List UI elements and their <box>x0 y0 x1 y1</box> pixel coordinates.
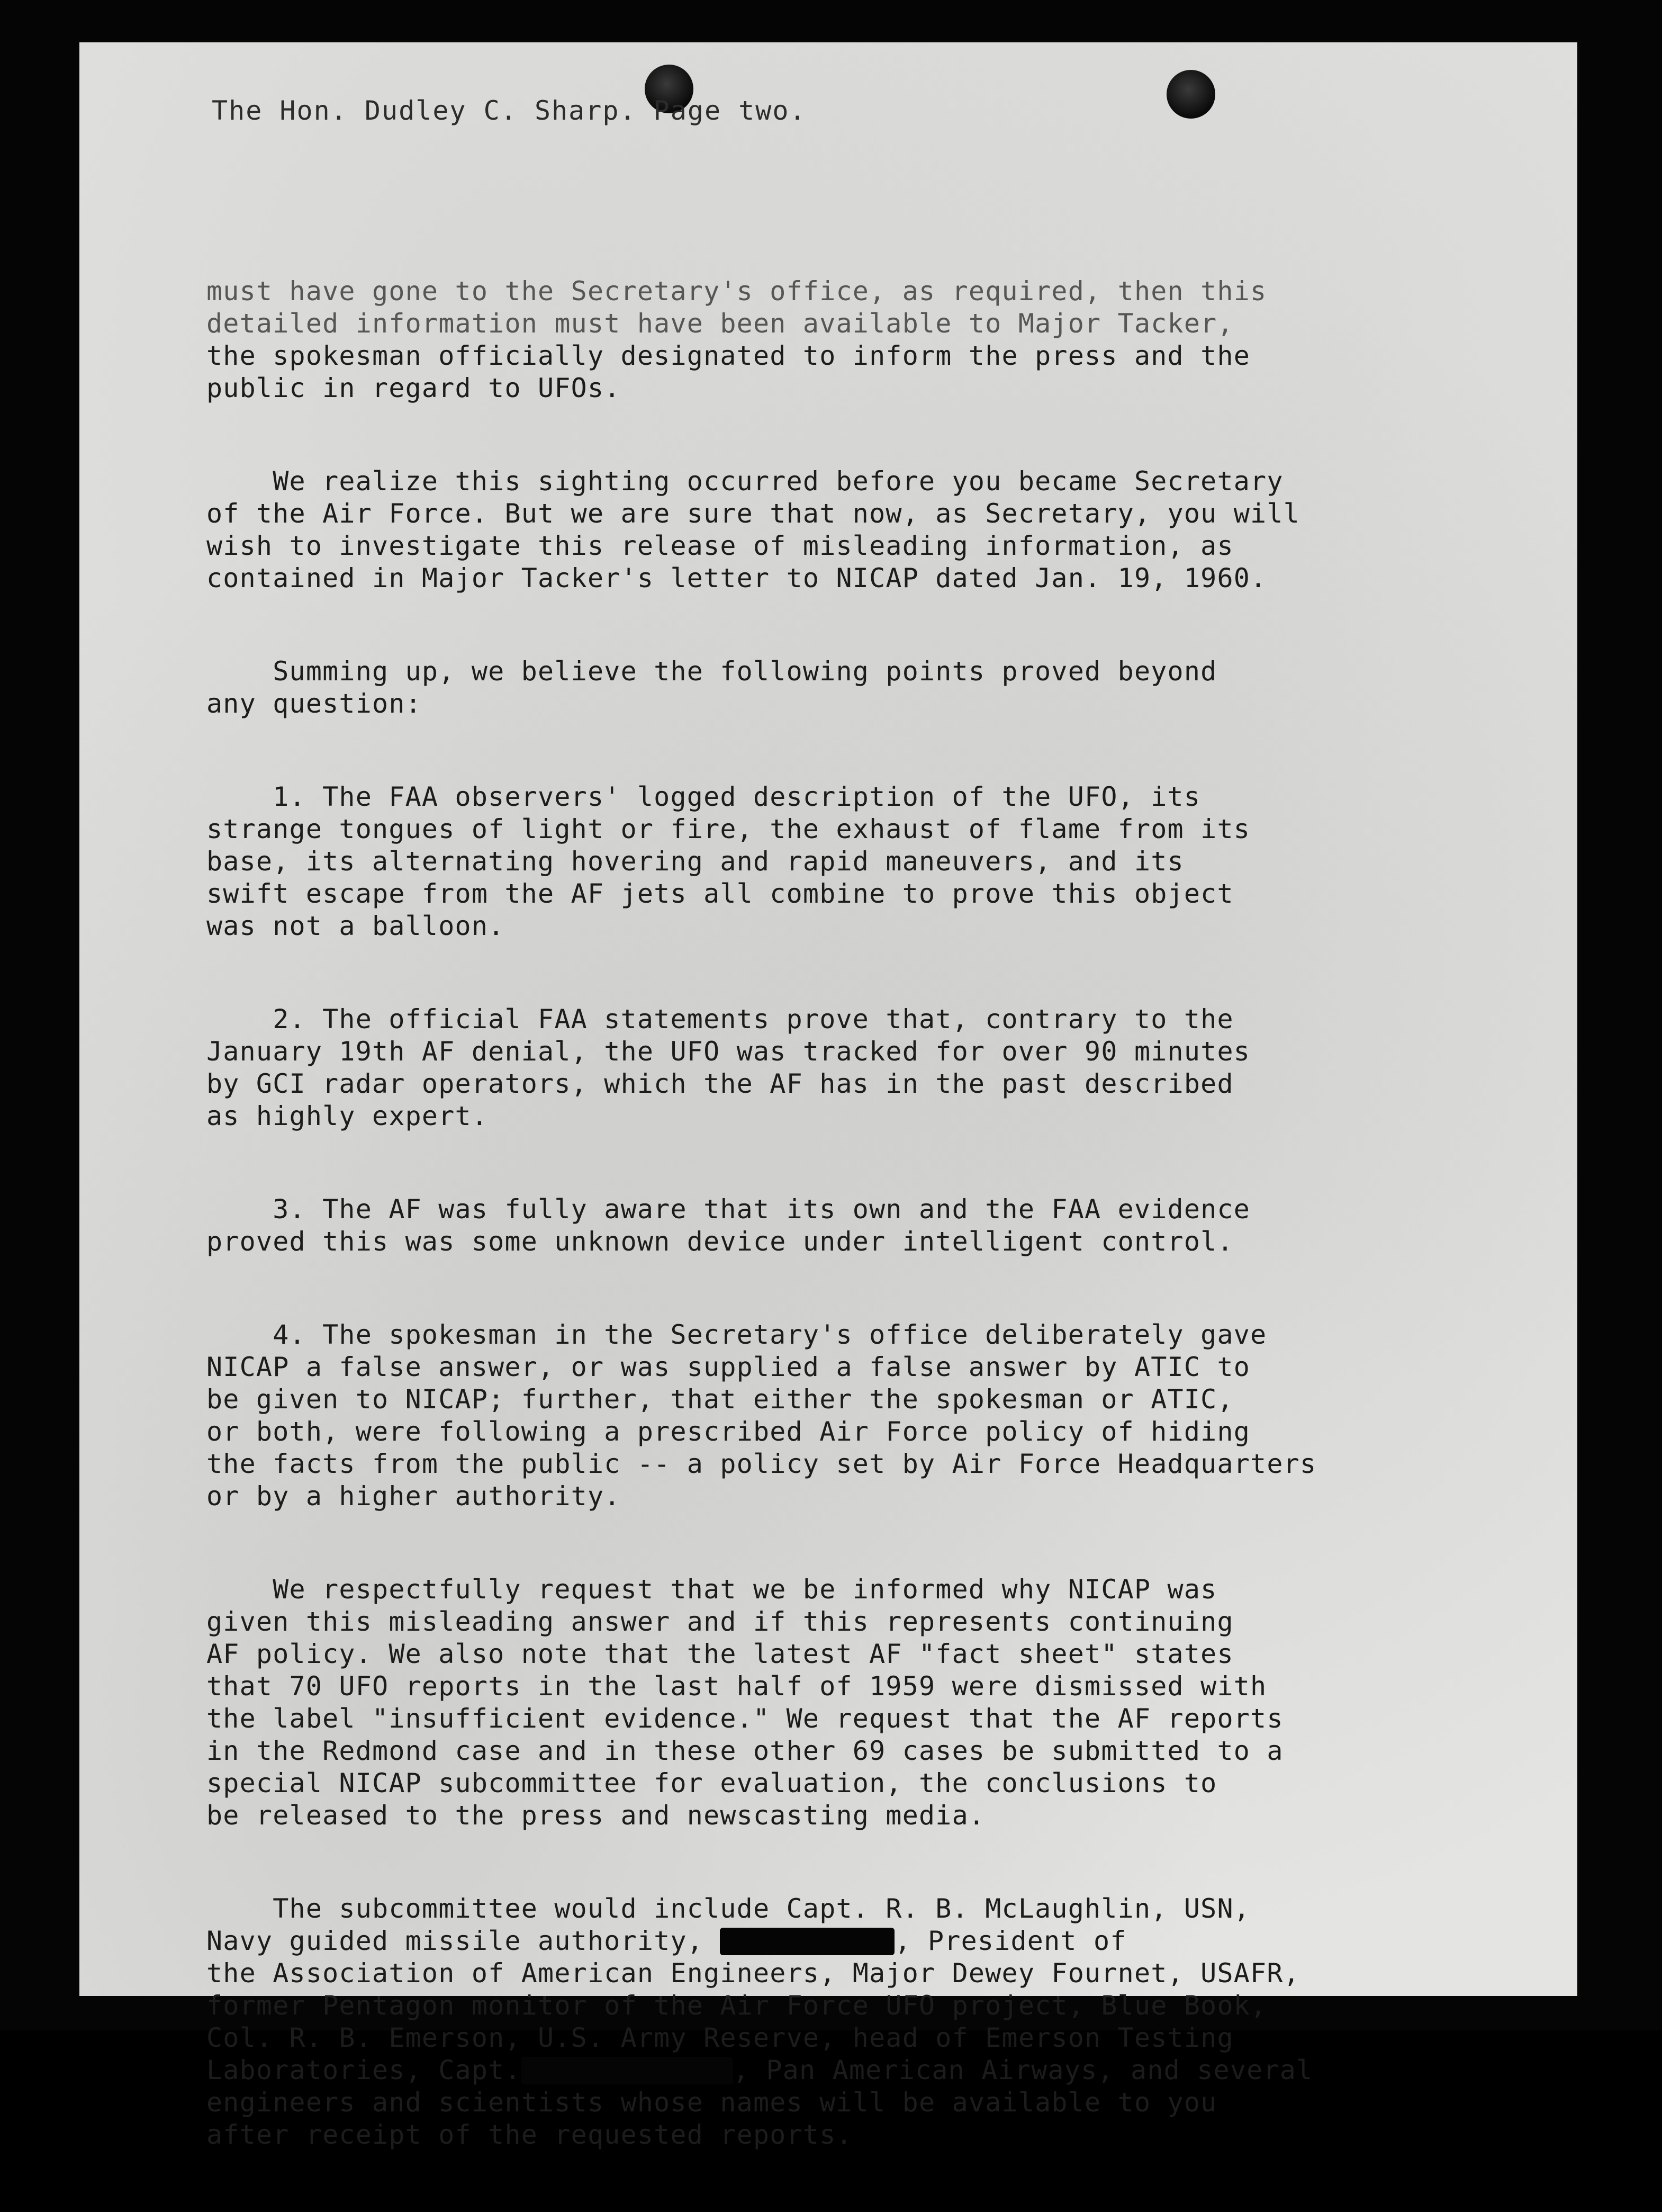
point-3 <box>206 1193 1551 1258</box>
paragraph-subcommittee <box>206 1893 1551 2151</box>
text-line: We respectfully request that we be informed why NICAP was <box>206 1574 1217 1605</box>
text-line: be released to the press and newscasting media. <box>206 1800 986 1831</box>
text-segment: Navy guided missile authority, <box>206 1926 720 1956</box>
text-line: was not a balloon. <box>206 911 505 941</box>
text-line: or both, were following a prescribed Air Force policy of hiding <box>206 1416 1251 1447</box>
text-line: former Pentagon monitor of the Air Force UFO project, Blue Book, <box>206 1990 1267 2021</box>
text-line: Summing up, we believe the following points proved beyond <box>206 656 1217 687</box>
page-header: The Hon. Dudley C. Sharp. Page two. <box>212 95 807 126</box>
text-line: strange tongues of light or fire, the exhaust of flame from its <box>206 814 1251 844</box>
text-line: in the Redmond case and in these other 69 cases be submitted to a <box>206 1736 1284 1766</box>
text-line: given this misleading answer and if this represents continuing <box>206 1606 1234 1637</box>
text-line: swift escape from the AF jets all combine to prove this object <box>206 878 1234 909</box>
paragraph-request <box>206 1573 1551 1832</box>
text-line <box>206 1925 1551 1957</box>
text-line: after receipt of the requested reports. <box>206 2119 853 2150</box>
text-line: must have gone to the Secretary's office, as required, then this <box>206 276 1267 307</box>
text-line: base, its alternating hovering and rapid maneuvers, and its <box>206 846 1184 877</box>
letter-page <box>79 42 1577 2150</box>
text-segment: , President of <box>895 1926 1127 1956</box>
text-line: NICAP a false answer, or was supplied a false answer by ATIC to <box>206 1352 1251 1382</box>
text-line: of the Air Force. But we are sure that now, as Secretary, you will <box>206 498 1300 529</box>
text-line <box>206 2054 1551 2087</box>
point-4 <box>206 1319 1551 1513</box>
paragraph-realize <box>206 465 1551 595</box>
letter-body <box>206 275 1551 2212</box>
paragraph-continuation <box>206 275 1551 404</box>
text-line: any question: <box>206 688 422 719</box>
text-line: the facts from the public -- a policy set by Air Force Headquarters <box>206 1449 1317 1479</box>
text-line: detailed information must have been available to Major Tacker, <box>206 308 1234 339</box>
text-line: January 19th AF denial, the UFO was tracked for over 90 minutes <box>206 1036 1251 1067</box>
text-line: proved this was some unknown device under intelligent control. <box>206 1226 1234 1257</box>
text-line: We realize this sighting occurred before you became Secretary <box>206 466 1284 497</box>
text-line: public in regard to UFOs. <box>206 373 621 403</box>
text-line: special NICAP subcommittee for evaluation, the conclusions to <box>206 1768 1217 1799</box>
point-2 <box>206 1003 1551 1132</box>
punch-hole <box>1167 70 1215 119</box>
text-line: the Association of American Engineers, Major Dewey Fournet, USAFR, <box>206 1958 1300 1989</box>
text-line: 2. The official FAA statements prove that, contrary to the <box>206 1004 1234 1035</box>
text-line: engineers and scientists whose names will be available to you <box>206 2087 1217 2118</box>
text-line: The subcommittee would include Capt. R. B. McLaughlin, USN, <box>206 1893 1251 1924</box>
text-line: Col. R. B. Emerson, U.S. Army Reserve, head of Emerson Testing <box>206 2022 1234 2053</box>
redaction-bar <box>720 1928 895 1955</box>
text-line: as highly expert. <box>206 1101 489 1131</box>
text-line: contained in Major Tacker's letter to NICAP dated Jan. 19, 1960. <box>206 563 1267 594</box>
text-line: or by a higher authority. <box>206 1481 621 1512</box>
text-line: 3. The AF was fully aware that its own and the FAA evidence <box>206 1194 1251 1225</box>
text-line: that 70 UFO reports in the last half of 1959 were dismissed with <box>206 1671 1267 1702</box>
paragraph-summing-up <box>206 655 1551 720</box>
text-line: AF policy. We also note that the latest AF "fact sheet" states <box>206 1639 1234 1669</box>
text-segment: , Pan American Airways, and several <box>733 2055 1313 2085</box>
text-line: 4. The spokesman in the Secretary's office deliberately gave <box>206 1319 1267 1350</box>
text-line: 1. The FAA observers' logged description of the UFO, its <box>206 781 1201 812</box>
text-segment: Laboratories, Capt. <box>206 2055 521 2085</box>
text-line: the spokesman officially designated to inform the press and the <box>206 340 1251 371</box>
text-line: wish to investigate this release of misleading information, as <box>206 530 1234 561</box>
point-1 <box>206 781 1551 942</box>
text-line: be given to NICAP; further, that either the spokesman or ATIC, <box>206 1384 1234 1415</box>
text-line: the label "insufficient evidence." We request that the AF reports <box>206 1703 1284 1734</box>
text-line: by GCI radar operators, which the AF has in the past described <box>206 1068 1234 1099</box>
redaction-bar <box>521 2057 733 2084</box>
